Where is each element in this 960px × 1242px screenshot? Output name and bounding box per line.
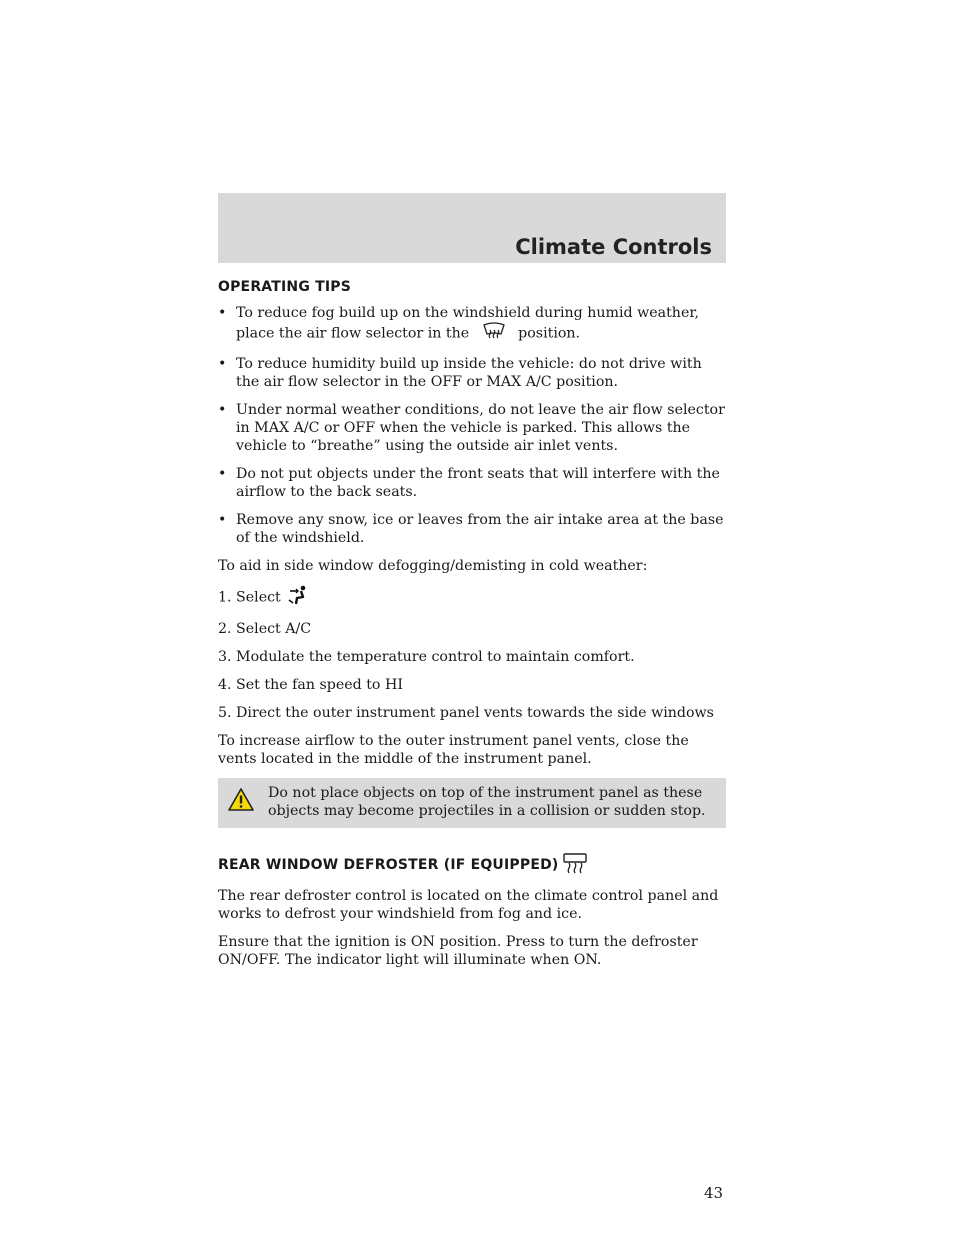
- defog-step: [218, 585, 726, 610]
- defog-step: 5. Direct the outer instrument panel vents towards the side windows: [218, 705, 714, 721]
- tip-text: Under normal weather conditions, do not leave the air flow selector in MAX A/C or OFF when the vehicle is parked. This allows the vehicle to “breathe” using the outside air inlet vents.: [236, 402, 725, 454]
- rear-defroster-heading-text: REAR WINDOW DEFROSTER (IF EQUIPPED): [218, 857, 559, 873]
- tip-bullet: [218, 304, 726, 345]
- page-number: 43: [704, 1184, 724, 1202]
- panel-floor-airflow-icon: [287, 585, 311, 610]
- windshield-defrost-icon: [482, 322, 506, 345]
- defog-intro: To aid in side window defogging/demisting in cold weather:: [218, 558, 648, 574]
- tip-bullet: [218, 465, 726, 501]
- defog-step: 4. Set the fan speed to HI: [218, 677, 403, 693]
- tip-text: Do not put objects under the front seats that will interfere with the airflow to the back seats.: [236, 466, 720, 500]
- bullet-dot: •: [218, 466, 227, 482]
- tip-text: To reduce humidity build up inside the vehicle: do not drive with the air flow selector in the OFF or MAX A/C position.: [236, 356, 702, 390]
- defog-step: 2. Select A/C: [218, 621, 312, 637]
- step-text: 1. Select: [218, 589, 281, 606]
- section-header-bar: [218, 193, 726, 263]
- airflow-note: To increase airflow to the outer instrument panel vents, close the vents located in the middle of the instrument panel.: [218, 733, 689, 767]
- rear-defroster-heading: [218, 852, 726, 878]
- tip-bullet: [218, 401, 726, 455]
- tip-bullet: [218, 511, 726, 547]
- page-content: [218, 279, 726, 979]
- tip-bullet: [218, 355, 726, 391]
- rear-defroster-paragraph: The rear defroster control is located on the climate control panel and works to defrost your windshield from fog and ice.: [218, 888, 719, 922]
- bullet-dot: •: [218, 356, 227, 372]
- rear-defroster-paragraph: Ensure that the ignition is ON position. Press to turn the defroster ON/OFF. The indicator light will illuminate when ON.: [218, 934, 698, 968]
- bullet-dot: •: [218, 512, 227, 528]
- section-title: Climate Controls: [515, 235, 712, 259]
- bullet-dot: •: [218, 402, 227, 418]
- defog-step: 3. Modulate the temperature control to maintain comfort.: [218, 649, 635, 665]
- tip-text: To reduce fog build up on the windshield during humid weather, place the air flow selector in the: [236, 305, 700, 342]
- tip-text-suffix: position.: [518, 325, 581, 342]
- warning-text: Do not place objects on top of the instrument panel as these objects may become projectiles in a collision or sudden stop.: [268, 785, 706, 819]
- rear-defroster-icon: [562, 852, 588, 878]
- bullet-dot: •: [218, 305, 227, 321]
- tip-text: Remove any snow, ice or leaves from the air intake area at the base of the windshield.: [236, 512, 724, 546]
- warning-box: [218, 778, 726, 828]
- operating-tips-heading: OPERATING TIPS: [218, 279, 351, 295]
- warning-triangle-icon: [227, 787, 255, 817]
